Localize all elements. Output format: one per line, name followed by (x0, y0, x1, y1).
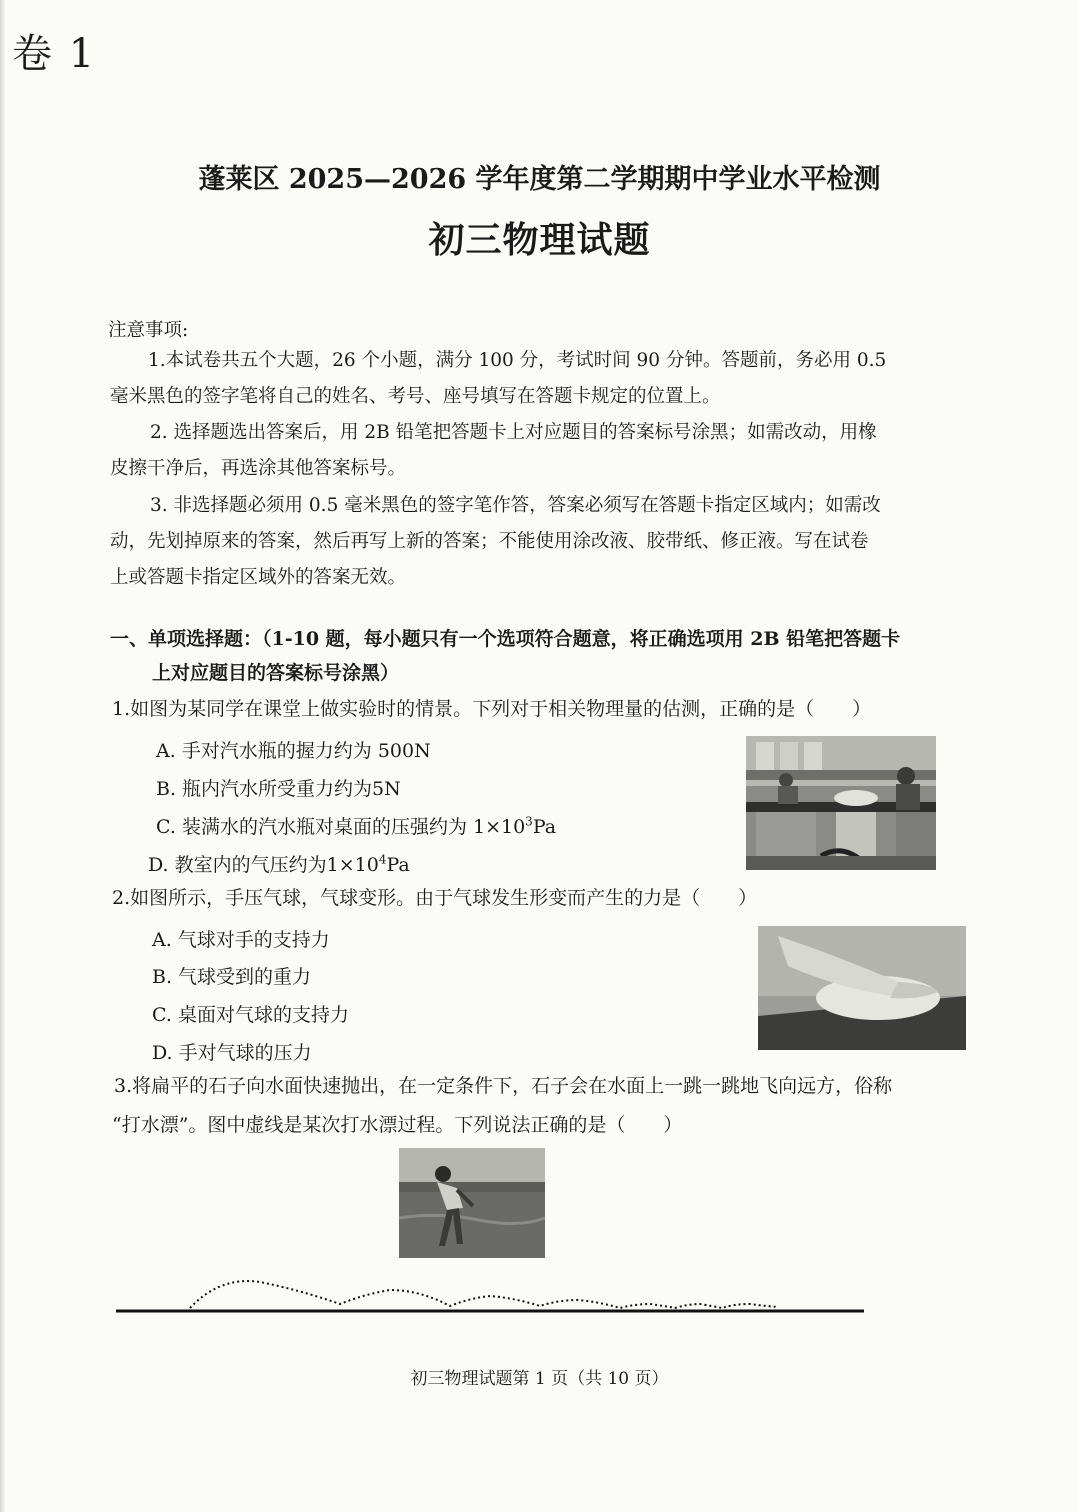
notice-line: 上或答题卡指定区域外的答案无效。 (110, 567, 407, 588)
question-2-stem: 2.如图所示，手压气球，气球变形。由于气球发生形变而产生的力是（ ） (112, 887, 758, 909)
section-heading: 一、单项选择题：（1-10 题，每小题只有一个选项符合题意，将正确选项用 2B 铅笔把答题卡 (110, 628, 901, 650)
q2-option-b: B. 气球受到的重力 (152, 966, 312, 988)
question-3-stem: 3.将扁平的石子向水面快速抛出，在一定条件下，石子会在水面上一跳一跳地飞向远方，俗称 (114, 1075, 893, 1097)
q2-option-c: C. 桌面对气球的支持力 (152, 1004, 349, 1026)
q2-option-a: A. 气球对手的支持力 (152, 929, 330, 951)
notice-line: 1.本试卷共五个大题，26 个小题，满分 100 分，考试时间 90 分钟。答题前，务必用 0.5 (148, 350, 887, 371)
page-footer: 初三物理试题第 1 页（共 10 页） (410, 1369, 669, 1389)
notice-line: 皮擦干净后，再选涂其他答案标号。 (110, 458, 407, 479)
notice-line: 2. 选择题选出答案后，用 2B 铅笔把答题卡上对应题目的答案标号涂黑；如需改动，用橡 (150, 422, 877, 443)
q3-trajectory-diagram (110, 1268, 870, 1318)
question-1-stem: 1.如图为某同学在课堂上做实验时的情景。下列对于相关物理量的估测，正确的是（ ） (112, 698, 872, 720)
section-heading-cont: 上对应题目的答案标号涂黑） (152, 662, 400, 684)
stone-trajectory-dotted-line (190, 1281, 778, 1308)
q1-option-a: A. 手对汽水瓶的握力约为 500N (156, 740, 431, 762)
notice-line: 3. 非选择题必须用 0.5 毫米黑色的签字笔作答，答案必须写在答题卡指定区域内；如需改 (150, 495, 881, 516)
q2-balloon-photo (758, 926, 966, 1050)
question-3-stem-cont: “打水漂”。图中虚线是某次打水漂过程。下列说法正确的是（ ） (112, 1114, 683, 1136)
exam-title: 蓬莱区 2025—2026 学年度第二学期期中学业水平检测 (198, 164, 881, 195)
exam-subject: 初三物理试题 (428, 219, 651, 261)
q3-stone-skipping-photo (399, 1148, 545, 1258)
paper-label: 卷 1 (12, 31, 97, 77)
notice-line: 毫米黑色的签字笔将自己的姓名、考号、座号填写在答题卡规定的位置上。 (110, 386, 721, 407)
q1-option-d: D. 教室内的气压约为$1\times 10^4Pa$ (148, 852, 410, 876)
notice-line: 动，先划掉原来的答案，然后再写上新的答案；不能使用涂改液、胶带纸、修正液。写在试卷 (110, 531, 869, 552)
q2-option-d: D. 手对气球的压力 (152, 1042, 312, 1064)
q1-option-b: B. 瓶内汽水所受重力约为5N (156, 778, 401, 800)
q1-option-c: C. 装满水的汽水瓶对桌面的压强约为 $1\times 10^3Pa$ (156, 814, 557, 838)
q1-classroom-photo (746, 736, 936, 870)
notice-heading: 注意事项: (108, 320, 189, 341)
